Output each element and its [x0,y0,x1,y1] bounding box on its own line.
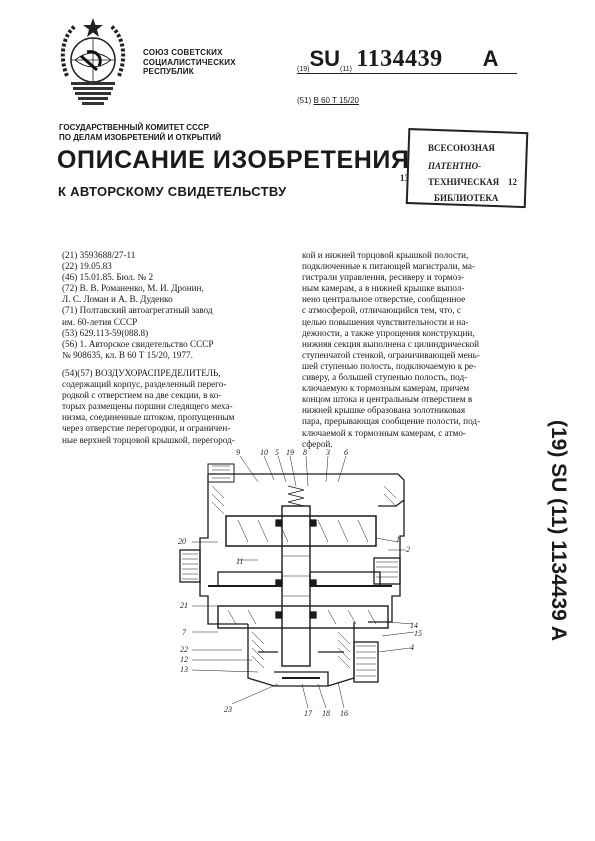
number-underline [297,73,517,74]
drawing-label: 14 [410,621,418,630]
drawing-label: 16 [340,709,348,718]
library-stamp [398,129,532,209]
committee-name [59,123,221,142]
biblio-line: (46) 15.01.85. Бюл. № 2 [62,272,154,283]
bibliographic-data [62,250,288,361]
biblio-line: (71) Полтавский автоагрегатный завод [62,305,213,316]
drawing-label: 19 [286,448,294,457]
claim-line: ным камерам, а в нижней крышке выпол- [302,283,465,294]
drawing-label: 2 [406,545,410,554]
biblio-line: (56) 1. Авторское свидетельство СССР [62,338,214,349]
patent-number-line [297,46,498,73]
drawing-label: 20 [178,537,186,546]
drawing-label: 3 [326,448,330,457]
country-name [143,48,236,77]
country-line: СОЦИАЛИСТИЧЕСКИХ [143,57,236,67]
drawing-label: 15 [414,629,422,638]
biblio-line: (22) 19.05.83 [62,261,112,272]
drawing-label: 6 [344,448,348,457]
claim-line: ступенчатой стенкой, ограничивающей мень- [302,349,480,360]
patent-kind: A [482,46,499,71]
claim-line: с атмосферой, отличающийся тем, что, с [302,305,461,316]
claim-line: ключаемой к тормозным камерам, с атмо- [302,427,466,438]
country-line: СОЮЗ СОВЕТСКИХ [143,48,223,57]
claim-line: сиверу, а большей ступенью полость, под- [302,372,468,383]
committee-line: ГОСУДАРСТВЕННЫЙ КОМИТЕТ СССР [59,123,209,132]
stamp-line: ПАТЕНТНО- [428,161,482,171]
ussr-emblem-icon [57,16,129,108]
drawing-label: 9 [236,448,240,457]
claim-line: через отверстие перегородки, и ограничен- [62,423,231,434]
drawing-label: 7 [182,628,186,637]
biblio-line: (72) В. В. Романенко, М. И. Дронин, [62,283,204,294]
claim-line: родкой с отверстием на две секции, в ко- [62,390,222,401]
drawing-label: 4 [410,643,414,652]
biblio-line: (53) 629.113-59(088.8) [62,327,149,338]
claim-line: низма, соединенные штоком, пропущенным [62,412,235,423]
claim-line: кой и нижней торцовой крышкой полости, [302,250,469,260]
technical-drawing [178,446,428,724]
country-code: SU [309,46,341,71]
claim-line: нижней крышке образована золотниковая [302,405,466,416]
side-patent-text: (19) SU (11) 1134439 A [547,420,570,642]
committee-line: ПО ДЕЛАМ ИЗОБРЕТЕНИЙ И ОТКРЫТИЙ [59,132,222,142]
drawing-label: 18 [322,709,330,718]
code-19: (19) [297,66,310,73]
claim-line: нено центральное отверстие, сообщенное [302,294,466,305]
claim-text-right [302,250,520,450]
claim-line: подключенные к питающей магистрали, ма- [302,261,476,272]
claim-line: ключаемую к тормозным камерам, причем [302,383,470,394]
stamp-line: БИБЛИОТЕКА [434,193,499,203]
drawing-label: 21 [180,601,188,610]
claim-line: (54)(57) ВОЗДУХОРАСПРЕДЕЛИТЕЛЬ, [62,368,221,378]
claim-line: торых размещены поршни следящего меха- [62,401,233,412]
claim-line: сферой. [302,438,333,449]
patent-number: 1134439 [356,46,443,72]
drawing-label: 1 [396,535,400,544]
drawing-label: 17 [304,709,312,718]
country-line: РЕСПУБЛИК [143,67,194,76]
stamp-number-right: 12 [508,177,517,187]
biblio-line: № 908635, кл. В 60 Т 15/20, 1977. [62,349,193,360]
claim-line: концом штока и центральным отверстием в [302,394,473,405]
drawing-label: 11 [236,557,244,566]
claim-line: нижняя секция выполнена с цилиндрической [302,338,480,349]
document-title: ОПИСАНИЕ ИЗОБРЕТЕНИЯ [57,146,410,174]
ipc-code-label: (51) [297,96,312,105]
drawing-label: 8 [303,448,307,457]
ipc-value: B 60 T 15/20 [313,96,359,105]
claim-line: ные верхней торцовой крышкой, перегород- [62,434,235,445]
side-patent-number [530,418,570,658]
claim-line: дежности, а также упрощения конструкции, [302,327,475,338]
code-11: (11) [340,66,352,73]
drawing-label: 22 [180,645,188,654]
drawing-label: 10 [260,448,268,457]
stamp-line: ВСЕСОЮЗНАЯ [428,143,495,153]
claim-line: содержащий корпус, разделенный перего- [62,379,227,390]
claim-text-left [62,368,288,446]
biblio-line: им. 60-летия СССР [62,316,138,327]
drawing-label: 5 [275,448,279,457]
biblio-line: (21) 3593688/27-11 [62,250,136,260]
claim-line: гистрали управления, ресиверу и тормоз- [302,272,465,283]
document-subtitle: К АВТОРСКОМУ СВИДЕТЕЛЬСТВУ [58,184,287,199]
claim-line: пара, прерывающая сообщение полости, под- [302,416,481,427]
ipc-classification [297,96,359,105]
drawing-label: 13 [180,665,188,674]
stamp-line: ТЕХНИЧЕСКАЯ [428,177,500,187]
biblio-line: Л. С. Ломан и А. В. Дуденко [62,294,173,305]
drawing-label: 12 [180,655,188,664]
claim-line: шей ступенью полость, подключаемую к ре- [302,360,477,371]
drawing-label: 23 [224,705,232,714]
stamp-number-left: 13 [400,173,409,183]
claim-line: целью повышения чувствительности и на- [302,316,469,327]
